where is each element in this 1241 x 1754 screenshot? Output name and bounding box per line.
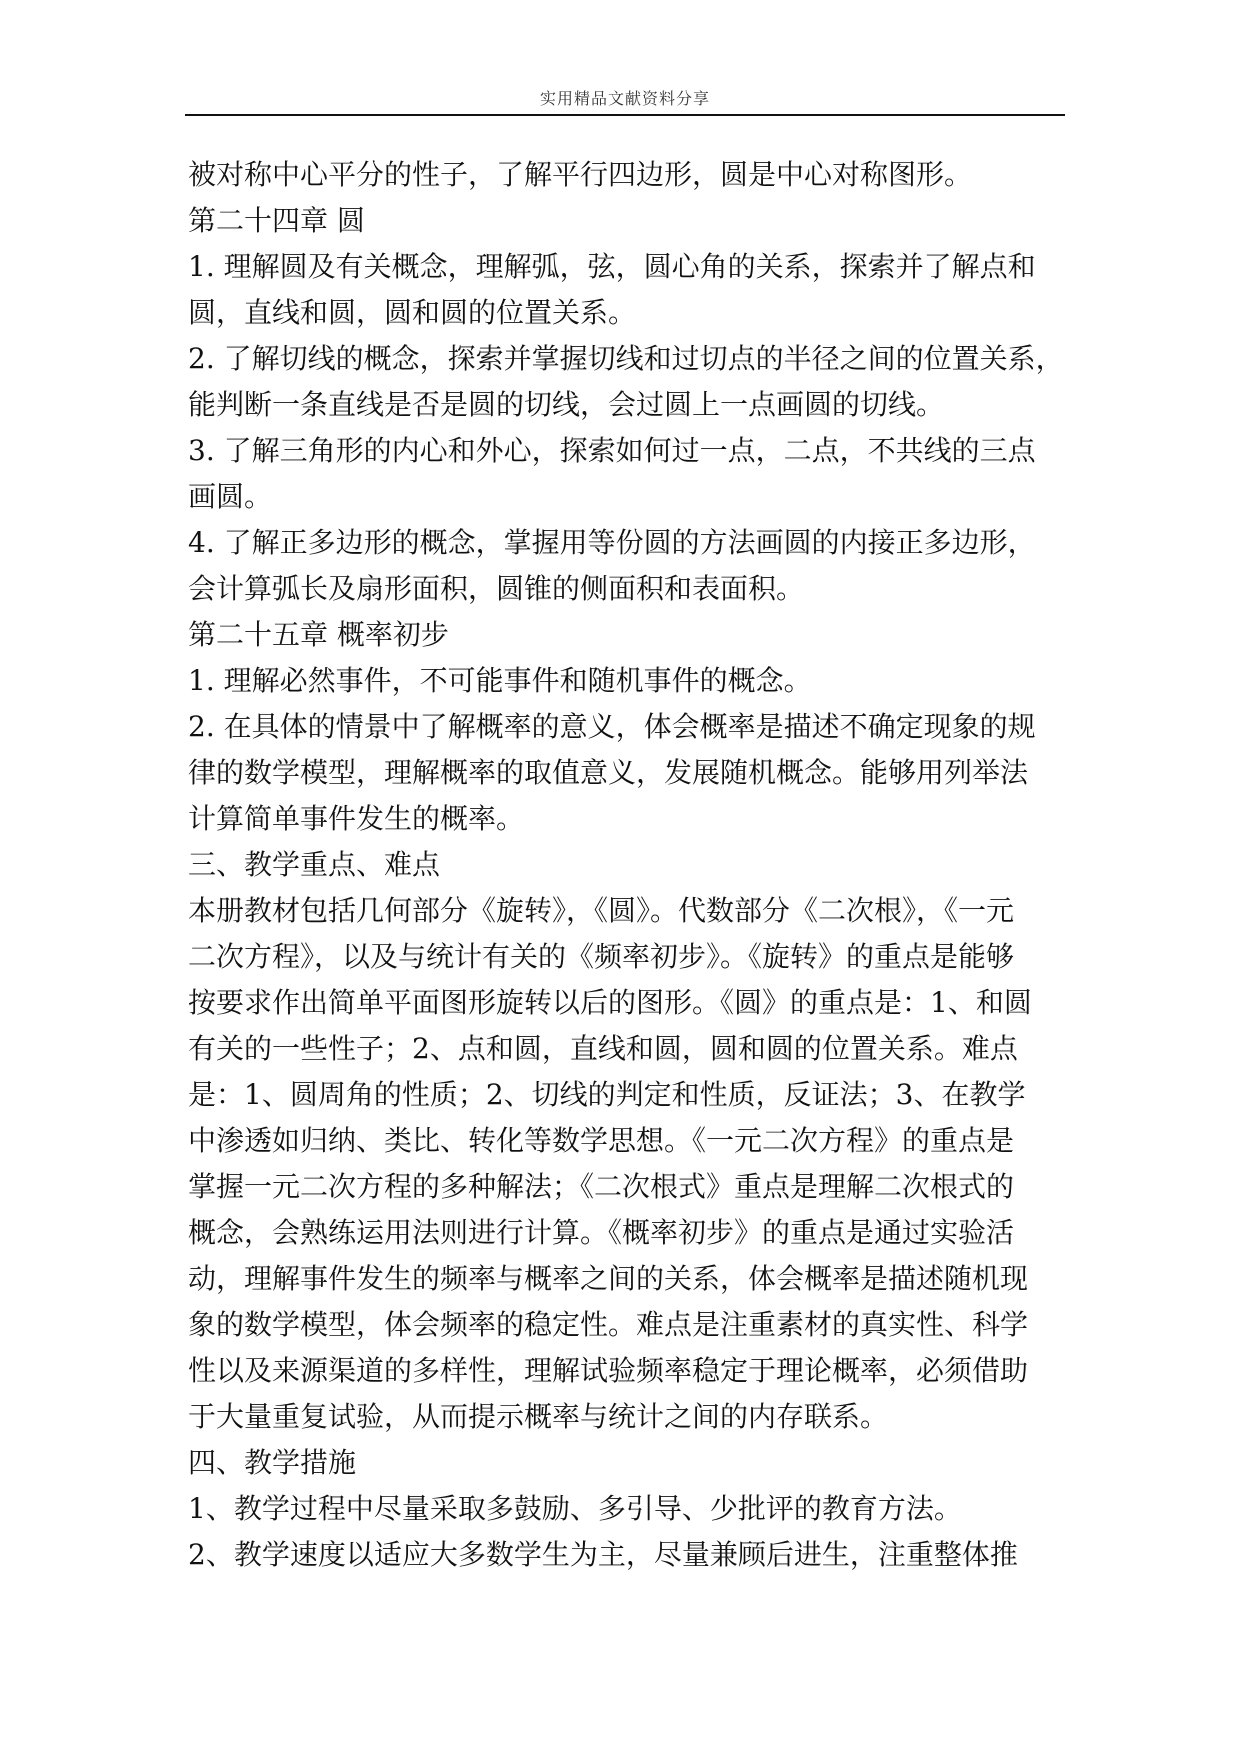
text-line: 性以及来源渠道的多样性，理解试验频率稳定于理论概率，必须借助	[188, 1354, 1029, 1387]
text-line: 3. 了解三角形的内心和外心，探索如何过一点，二点，不共线的三点	[188, 434, 1036, 467]
text-line: 律的数学模型，理解概率的取值意义，发展随机概念。能够用列举法	[188, 756, 1029, 789]
page-header: 实用精品文献资料分享	[539, 89, 710, 108]
text-line: 按要求作出简单平面图形旋转以后的图形。《圆》的重点是：1、和圆	[188, 986, 1032, 1019]
text-line: 4. 了解正多边形的概念，掌握用等份圆的方法画圆的内接正多边形，	[188, 526, 1036, 559]
text-line: 象的数学模型，体会频率的稳定性。难点是注重素材的真实性、科学	[188, 1308, 1029, 1341]
text-line: 是：1、圆周角的性质；2、切线的判定和性质，反证法；3、在教学	[188, 1078, 1026, 1111]
text-line: 概念，会熟练运用法则进行计算。《概率初步》的重点是通过实验活	[188, 1216, 1015, 1249]
header-rule	[185, 114, 1065, 116]
text-line: 圆，直线和圆，圆和圆的位置关系。	[188, 296, 637, 329]
text-line: 动，理解事件发生的频率与概率之间的关系，体会概率是描述随机现	[188, 1262, 1029, 1295]
text-line: 2. 了解切线的概念，探索并掌握切线和过切点的半径之间的位置关系，	[188, 342, 1064, 375]
text-line: 计算简单事件发生的概率。	[188, 802, 525, 835]
chapter-heading: 第二十五章 概率初步	[188, 618, 449, 651]
text-line: 能判断一条直线是否是圆的切线，会过圆上一点画圆的切线。	[188, 388, 945, 421]
section-heading: 三、教学重点、难点	[188, 848, 441, 881]
text-line: 于大量重复试验，从而提示概率与统计之间的内存联系。	[188, 1400, 889, 1433]
text-line: 会计算弧长及扇形面积，圆锥的侧面积和表面积。	[188, 572, 805, 605]
text-line: 有关的一些性子；2、点和圆，直线和圆，圆和圆的位置关系。难点	[188, 1032, 1018, 1065]
text-line: 中渗透如归纳、类比、转化等数学思想。《一元二次方程》的重点是	[188, 1124, 1015, 1157]
document-body	[188, 152, 1064, 1578]
text-line: 本册教材包括几何部分《旋转》，《圆》。代数部分《二次根》，《一元	[188, 894, 1015, 927]
text-line: 1. 理解圆及有关概念，理解弧，弦，圆心角的关系，探索并了解点和	[188, 250, 1036, 283]
text-line: 掌握一元二次方程的多种解法；《二次根式》重点是理解二次根式的	[188, 1170, 1015, 1203]
text-line: 画圆。	[188, 480, 273, 513]
section-heading: 四、教学措施	[188, 1446, 357, 1479]
text-line: 被对称中心平分的性子，了解平行四边形，圆是中心对称图形。	[188, 158, 973, 191]
chapter-heading: 第二十四章 圆	[188, 204, 365, 237]
text-line: 2. 在具体的情景中了解概率的意义，体会概率是描述不确定现象的规	[188, 710, 1036, 743]
text-line: 1、教学过程中尽量采取多鼓励、多引导、少批评的教育方法。	[188, 1492, 962, 1525]
text-line: 1. 理解必然事件，不可能事件和随机事件的概念。	[188, 664, 812, 697]
text-line: 二次方程》，以及与统计有关的《频率初步》。《旋转》的重点是能够	[188, 940, 1015, 973]
text-line: 2、教学速度以适应大多数学生为主，尽量兼顾后进生，注重整体推	[188, 1538, 1018, 1571]
